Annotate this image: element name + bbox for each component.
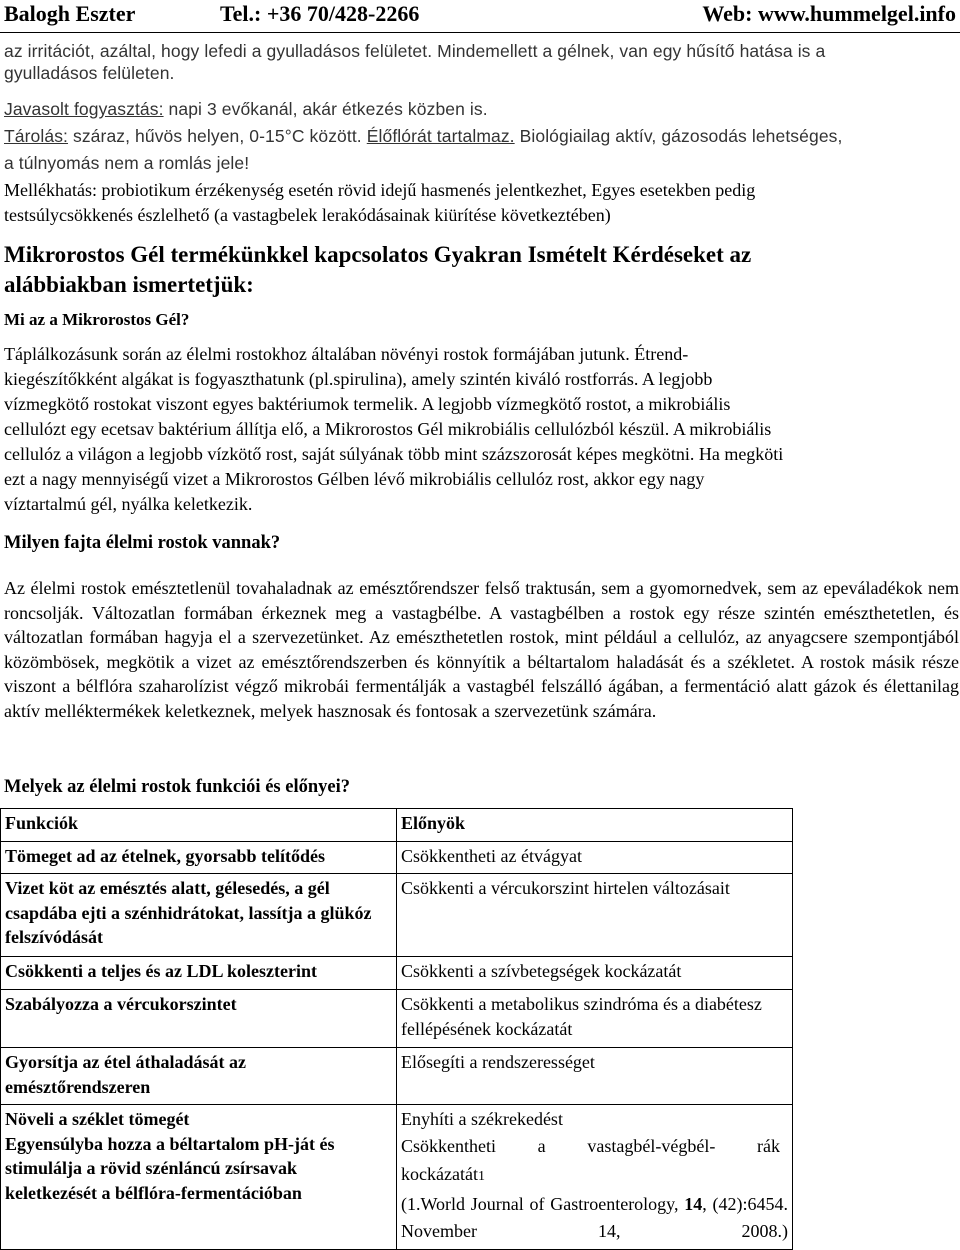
function-cell: Csökkenti a teljes és az LDL koleszterint <box>1 957 397 990</box>
table-row <box>1 1105 793 1250</box>
answer-1-line: víztartalmú gél, nyálka keletkezik. <box>4 494 253 514</box>
table-row <box>1 990 793 1048</box>
benefit-cell <box>397 1105 793 1250</box>
storage-bio: Biológiailag aktív, gázosodás lehetséges, <box>514 126 843 146</box>
col-header-benefits: Előnyök <box>397 809 793 842</box>
function-cell: Szabályozza a vércukorszintet <box>1 990 397 1048</box>
function-cell: Tömeget ad az ételnek, gyorsabb telítődés <box>1 842 397 874</box>
page-header <box>0 0 960 33</box>
website: Web: www.hummelgel.info <box>702 1 956 26</box>
answer-1-line: kiegészítőkként algákat is fogyaszthatunk (pl.spirulina), amely szintén kiváló rostforrás. A legjobb <box>4 369 713 389</box>
function-cell: Vizet köt az emésztés alatt, gélesedés, a gél csapdába ejti a szénhidrátokat, lassítja a glükóz felszívódását <box>1 874 397 957</box>
dosage-label: Javasolt fogyasztás: <box>4 99 164 119</box>
function-cell: Gyorsítja az étel áthaladását az emésztőrendszeren <box>1 1048 397 1105</box>
reference-journal: (1.World Journal of Gastroenterology, <box>401 1193 679 1214</box>
function-cell <box>1 1105 397 1250</box>
col-header-functions: Funkciók <box>1 809 397 842</box>
storage-flora: Élőflórát tartalmaz. <box>366 126 515 146</box>
footnote-marker: 1 <box>477 1168 485 1184</box>
phone-number: Tel.: +36 70/428-2266 <box>220 1 420 26</box>
storage-line-2: a túlnyomás nem a romlás jele! <box>4 153 250 173</box>
question-2: Milyen fajta élelmi rostok vannak? <box>4 533 281 553</box>
benefit-colorectal-text: Csökkentheti a vastagbél-végbél- rák kockázatát1 <box>401 1135 780 1184</box>
benefit-colorectal <box>401 1132 788 1191</box>
reference-issue: , (42):6454. November 14, 2008.) <box>401 1193 788 1241</box>
author-name: Balogh Eszter <box>4 1 136 26</box>
fiber-functions-table <box>0 808 793 1250</box>
benefit-cell: Csökkenti a vércukorszint hirtelen változásait <box>397 874 793 957</box>
faq-title-line-1: Mikrorostos Gél termékünkkel kapcsolatos Gyakran Ismételt Kérdéseket az <box>4 242 752 267</box>
answer-1-line: Táplálkozásunk során az élelmi rostokhoz általában növényi rostok formájában jutunk. Étrend- <box>4 344 689 364</box>
function-stool-mass: Növeli a széklet tömegét <box>5 1109 190 1129</box>
storage-line <box>4 125 959 147</box>
storage-label: Tárolás: <box>4 126 69 146</box>
table-row <box>1 1048 793 1105</box>
dosage-line <box>4 98 959 120</box>
intro-line-2: gyulladásos felületen. <box>4 63 175 83</box>
side-effect-line-1: Mellékhatás: probiotikum érzékenység esetén rövid idejű hasmenés jelentkezhet, Egyes esetekben pedig <box>4 180 756 200</box>
benefit-cell: Elősegíti a rendszerességet <box>397 1048 793 1105</box>
answer-1-line: cellulóz a világon a legjobb vízkötő rost, saját súlyának több mint százszorosát képes megkötni. Ha megköti <box>4 444 784 464</box>
intro-line-1: az irritációt, azáltal, hogy lefedi a gyulladásos felületet. Mindemellett a gélnek, van egy hűsítő hatása is a <box>4 41 826 61</box>
answer-1-line: vízmegkötő rostokat viszont egyes baktériumok termelik. A legjobb vízmegkötő rostot, a mikrobiális <box>4 394 731 414</box>
reference-volume: 14 <box>684 1193 703 1214</box>
side-effect-line-2: testsúlycsökkenés észlelhető (a vastagbelek lerakódásainak kiürítése következtében) <box>4 205 611 225</box>
table-header-row <box>1 809 793 842</box>
function-ph-balance: Egyensúlyba hozza a béltartalom pH-ját és stimulálja a rövid szénláncú zsírsavak keletkezését a bélflóra-fermentációban <box>5 1133 335 1203</box>
question-1: Mi az a Mikrorostos Gél? <box>4 310 190 329</box>
benefit-cell: Csökkenti a szívbetegségek kockázatát <box>397 957 793 990</box>
reference <box>401 1191 788 1245</box>
dosage-text: napi 3 evőkanál, akár étkezés közben is. <box>163 99 488 119</box>
answer-1-line: cellulózt egy ecetsav baktérium állítja elő, a Mikrorostos Gél mikrobiális cellulózból készül. A mikrobiális <box>4 419 772 439</box>
table-row <box>1 957 793 990</box>
table-row <box>1 874 793 957</box>
answer-1-line: ezt a nagy mennyiségű vizet a Mikrorostos Gélben lévő mikrobiális cellulóz rost, akkor egy nagy <box>4 469 705 489</box>
benefit-constipation: Enyhíti a székrekedést <box>401 1109 563 1129</box>
storage-text: száraz, hűvös helyen, 0-15°C között. <box>68 126 367 146</box>
answer-2: Az élelmi rostok emésztetlenül tovahaladnak az emésztőrendszer felső traktusán, sem a gyomornedvek, sem az epeváladékok nem roncsolják. Változatlan formában érkeznek meg a vastagbélbe. A vastagbélben a rostok egy része szintén emészthetetlen, és változatlan formában hagyja el a szervezetünket. Az emészthetetlen rostok, mint például a cellulóz, az anyagcsere szempontjából közömbösek, megkötik a vizet az emésztőrendszerben és könnyítik a béltartalom haladását és a székletet. A rostok másik része viszont a bélflóra szaharolízist végző mikrobái fermentálják a vastagbél felszálló ágában, a fermentáció alatt gázok és élettanilag aktív melléktermékek keletkeznek, melyek hasznosak és fontosak a szervezetünk számára. <box>4 578 959 721</box>
table-row <box>1 842 793 874</box>
benefit-cell: Csökkentheti az étvágyat <box>397 842 793 874</box>
benefit-cell: Csökkenti a metabolikus szindróma és a diabétesz fellépésének kockázatát <box>397 990 793 1048</box>
faq-title-line-2: alábbiakban ismertetjük: <box>4 272 254 297</box>
question-3: Melyek az élelmi rostok funkciói és előnyei? <box>4 777 350 797</box>
